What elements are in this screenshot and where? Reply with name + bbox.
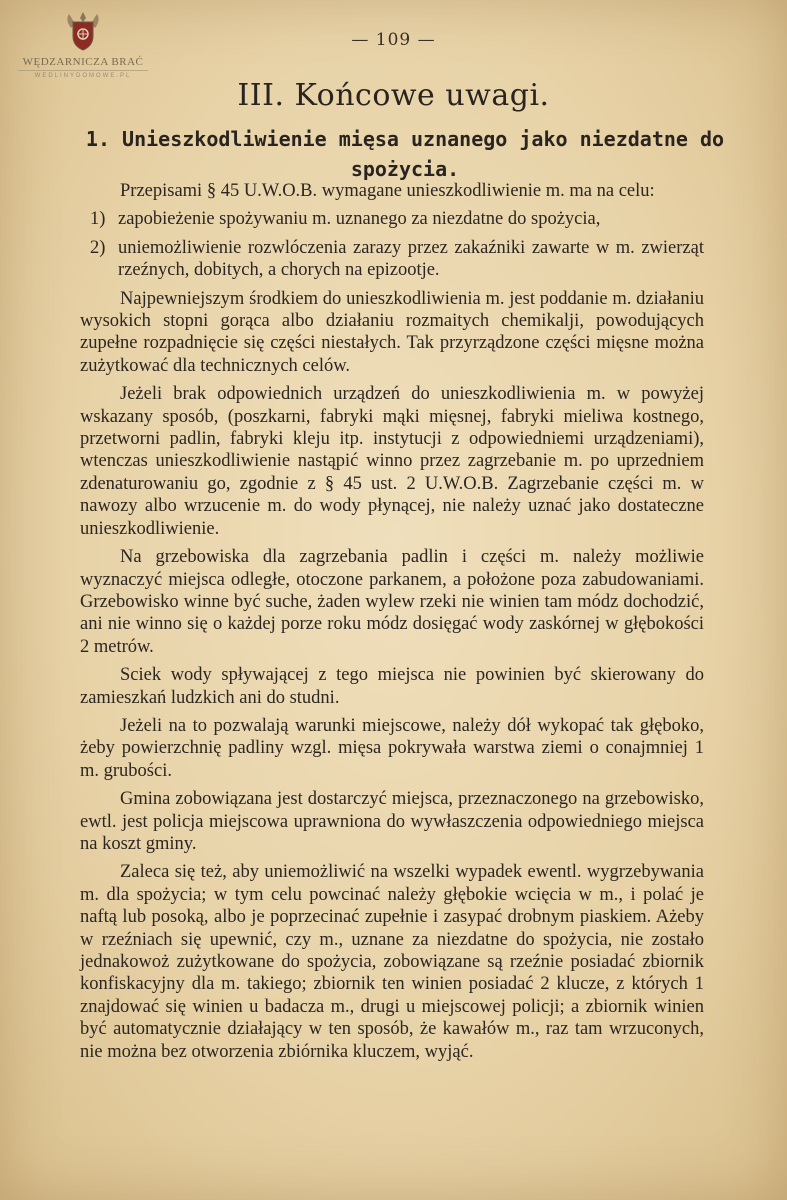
body-paragraph: Zaleca się też, aby uniemożliwić na wszelki wypadek ewentl. wygrzebywania m. dla spożycia; w tym celu powcinać należy głębokie wcięcia w m., i polać je naftą lub posoką, albo je poprzecinać zupełnie i zasypać drobnym piaskiem. Ażeby w rzeźniach się upewnić, czy m., uznane za niezdatne do spożycia, nie zostało jednakowoż zużytkowane do spożycia, zobowiązane są rzeźnie posiadać zbiornik konfiskacyjny dla m. takiego; zbiornik ten winien posiadać 2 klucze, z których 1 znajdować się winien u badacza m., drugi u miejscowej policji; a zbiornik winien być automatycznie działający w ten sposób, że kawałów m., raz tam wrzuconych, nie można bez otworzenia zbiórnika kluczem, wyjąć.: [80, 862, 704, 1062]
chapter-title: III. Końcowe uwagi.: [237, 78, 550, 113]
body-paragraph: Jeżeli na to pozwalają warunki miejscowe, należy dół wykopać tak głęboko, żeby powierzchnię padliny wzgl. mięsa pokrywała warstwa ziemi o conajmniej 1 m. grubości.: [80, 715, 704, 781]
body-paragraph: Na grzebowiska dla zagrzebania padlin i części m. należy możliwie wyznaczyć miejsca odległe, otoczone parkanem, a położone poza zabudowaniami. Grzebowisko winne być suche, żaden wylew rzeki nie winien tam módz dochodzić, ani nie winno się o każdej porze roku módz dosięgać wody zaskórnej w głębokości 2 metrów.: [80, 547, 704, 657]
body-paragraph: Sciek wody spływającej z tego miejsca nie powinien być skierowany do zamieszkań ludzkich ani do studni.: [80, 665, 704, 708]
section-title: 1. Unieszkodliwienie mięsa uznanego jako niezdatne do spożycia.: [85, 127, 725, 181]
list-number: 2): [90, 237, 106, 258]
body-paragraph: Gmina zobowiązana jest dostarczyć miejsca, przeznaczonego na grzebowisko, ewtl. jest policja miejscowa uprawniona do wywłaszczenia odpowiedniego miejsca na koszt gminy.: [80, 789, 704, 854]
list-text: zapobieżenie spożywaniu m. uznanego za niezdatne do spożycia,: [118, 209, 601, 230]
intro-paragraph: Przepisami § 45 U.W.O.B. wymagane unieszkodliwienie m. ma na celu:: [120, 181, 655, 201]
list-number: 1): [90, 209, 106, 230]
page-number: — 109 —: [351, 30, 436, 50]
body-text: [80, 180, 704, 1069]
list-item: [80, 237, 704, 282]
body-paragraph: Najpewniejszym środkiem do unieszkodliwienia m. jest poddanie m. działaniu wysokich stopni gorąca albo działaniu rozmaitych chemikalji, powodujących zupełne rozpadnięcie się części niestałych. Tak przyrządzone części mięsne można zużytkować dla technicznych celów.: [80, 288, 704, 376]
logo-url: WEDLINYDOMOWE.PL: [18, 70, 148, 79]
body-paragraph: Jeżeli brak odpowiednich urządzeń do unieszkodliwienia m. w powyżej wskazany sposób, (poszkarni, fabryki mąki mięsnej, fabryki mieliwa kostnego, przetworni padlin, fabryki kleju itp. instytucji z odpowiedniemi urządzeniami), wtenczas unieszkodliwienie nastąpić winno przez zagrzebanie m. po uprzedniem zdenaturowaniu go, zgodnie z § 45 ust. 2 U.W.O.B. Zagrzebanie części m. w nawozy albo wrzucenie m. do wody płynącej, nie należy uznać jako dostateczne unieszkodliwienie.: [80, 384, 704, 539]
logo-name: WĘDZARNICZA BRAĆ: [22, 56, 144, 68]
list-text: uniemożliwienie rozwlóczenia zarazy przez zakaźniki zawarte w m. zwierząt rzeźnych, dobitych, a chorych na epizootje.: [118, 237, 704, 281]
list-item: [80, 208, 704, 230]
